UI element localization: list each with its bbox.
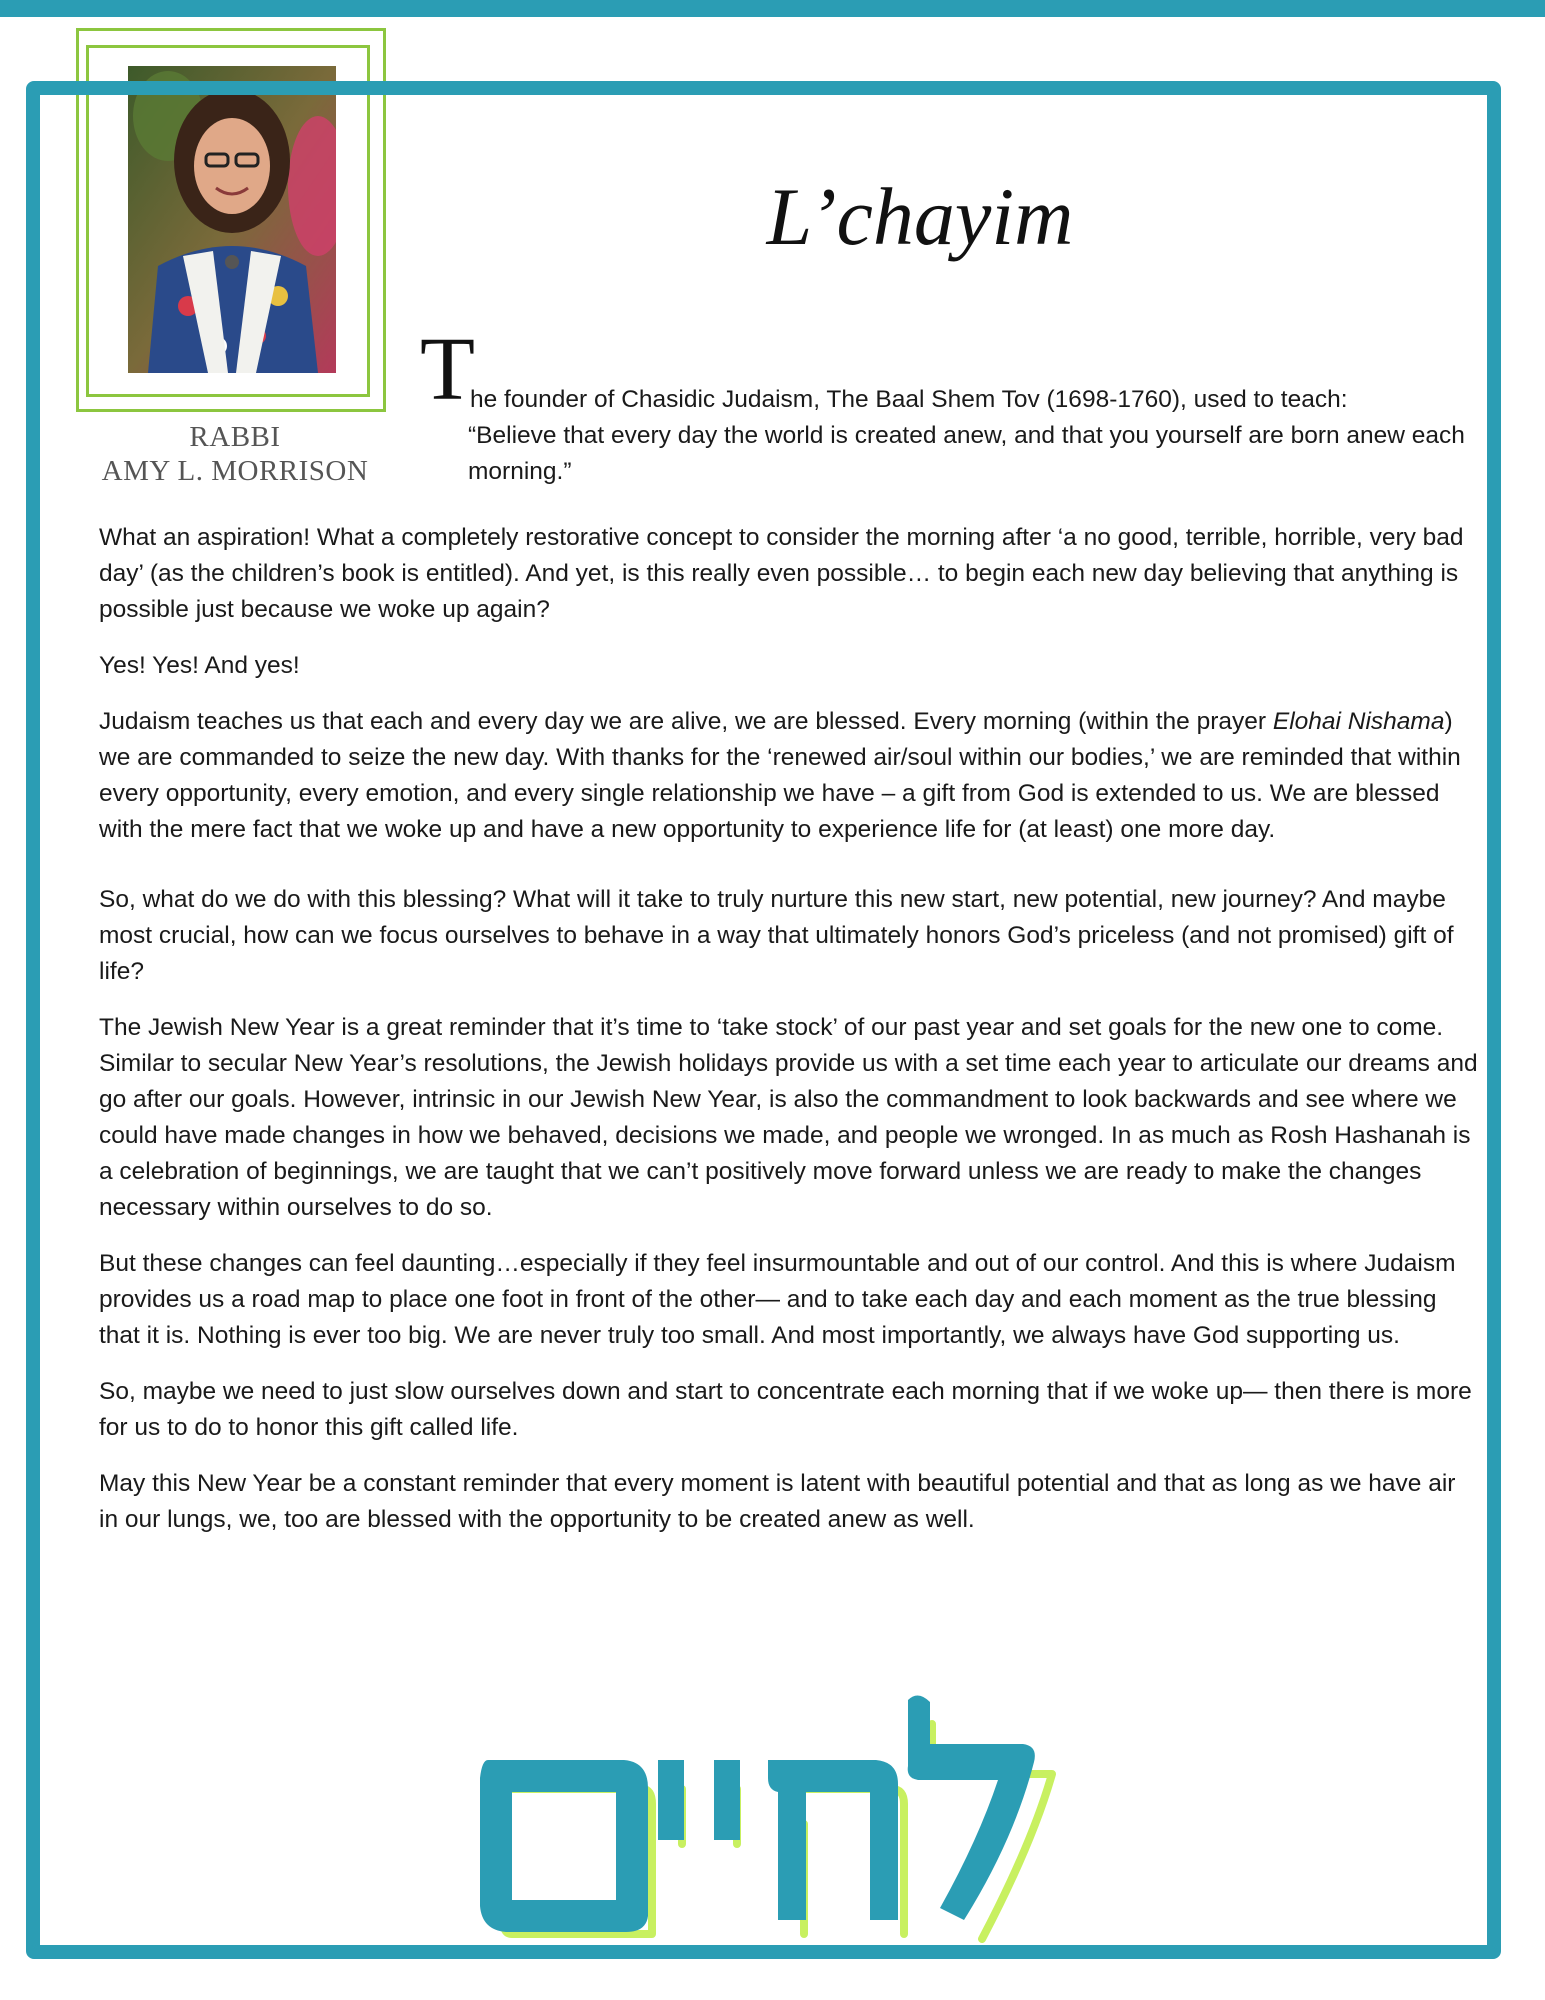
drop-cap: T bbox=[420, 320, 475, 419]
paragraph-5: The Jewish New Year is a great reminder that it’s time to ‘take stock’ of our past year and set goals for the new one to come. Similar to secular New Year’s resolutions, the Jewish holidays provide us with a set time each year to articulate our dreams and go after our goals. However, intrinsic in our Jewish New Year, is also the commandment to look backwards and see where we could have made changes in how we behaved, decisions we made, and people we wronged. In as much as Rosh Hashanah is a celebration of beginnings, we are taught that we can’t positively move forward unless we are ready to make the changes necessary within ourselves to do so. bbox=[99, 1014, 1478, 1221]
lchayim-hebrew-logo bbox=[478, 1680, 1078, 1950]
lchayim-hebrew-logo-icon bbox=[478, 1680, 1078, 1950]
paragraph-8: May this New Year be a constant reminder that every moment is latent with beautiful potential and that as long as we have air in our lungs, we, too are blessed with the opportunity to be created anew as well. bbox=[99, 1470, 1456, 1533]
intro-quote: “Believe that every day the world is created anew, and that you yourself are born anew each morning.” bbox=[468, 422, 1465, 485]
paragraph-4: So, what do we do with this blessing? What will it take to truly nurture this new start, new potential, new journey? And maybe most crucial, how can we focus ourselves to behave in a way that ultimately honors God’s priceless (and not promised) gift of life? bbox=[99, 886, 1454, 985]
paragraph-3 bbox=[99, 704, 1479, 848]
prayer-name: Elohai Nishama bbox=[1272, 708, 1445, 735]
page-title: L’chayim bbox=[766, 171, 1074, 262]
paragraph-6: But these changes can feel daunting…especially if they feel insurmountable and out of our control. And this is where Judaism provides us a road map to place one foot in front of the other— and to take each day and each moment as the true blessing that it is. Nothing is ever too big. We are never truly too small. And most importantly, we always have God supporting us. bbox=[99, 1250, 1456, 1349]
intro-first-line: he founder of Chasidic Judaism, The Baal Shem Tov (1698-1760), used to teach: bbox=[470, 386, 1348, 413]
paragraph-2: Yes! Yes! And yes! bbox=[99, 652, 300, 679]
author-role: RABBI bbox=[189, 421, 281, 453]
paragraph-3-part-1: Judaism teaches us that each and every day we are alive, we are blessed. Every morning (within the prayer bbox=[99, 708, 1273, 735]
article-body bbox=[99, 520, 1479, 1558]
paragraph-7: So, maybe we need to just slow ourselves down and start to concentrate each morning that if we woke up— then there is more for us to do to honor this gift called life. bbox=[99, 1378, 1472, 1441]
paragraph-3-part-2: ) we are commanded to seize the new day. With thanks for the ‘renewed air/soul within our bodies,’ we are reminded that within every opportunity, every emotion, and every single relationship we have – a gift from God is extended to us. We are blessed with the mere fact that we woke up and have a new opportunity to experience life for (at least) one more day. bbox=[99, 708, 1461, 843]
paragraph-1: What an aspiration! What a completely restorative concept to consider the morning after ‘a no good, terrible, horrible, very bad day’ (as the children’s book is entitled). And yet, is this really even possible… to begin each new day believing that anything is possible just because we woke up again? bbox=[99, 524, 1464, 623]
author-name: AMY L. MORRISON bbox=[101, 455, 369, 487]
top-accent-bar bbox=[0, 0, 1545, 17]
